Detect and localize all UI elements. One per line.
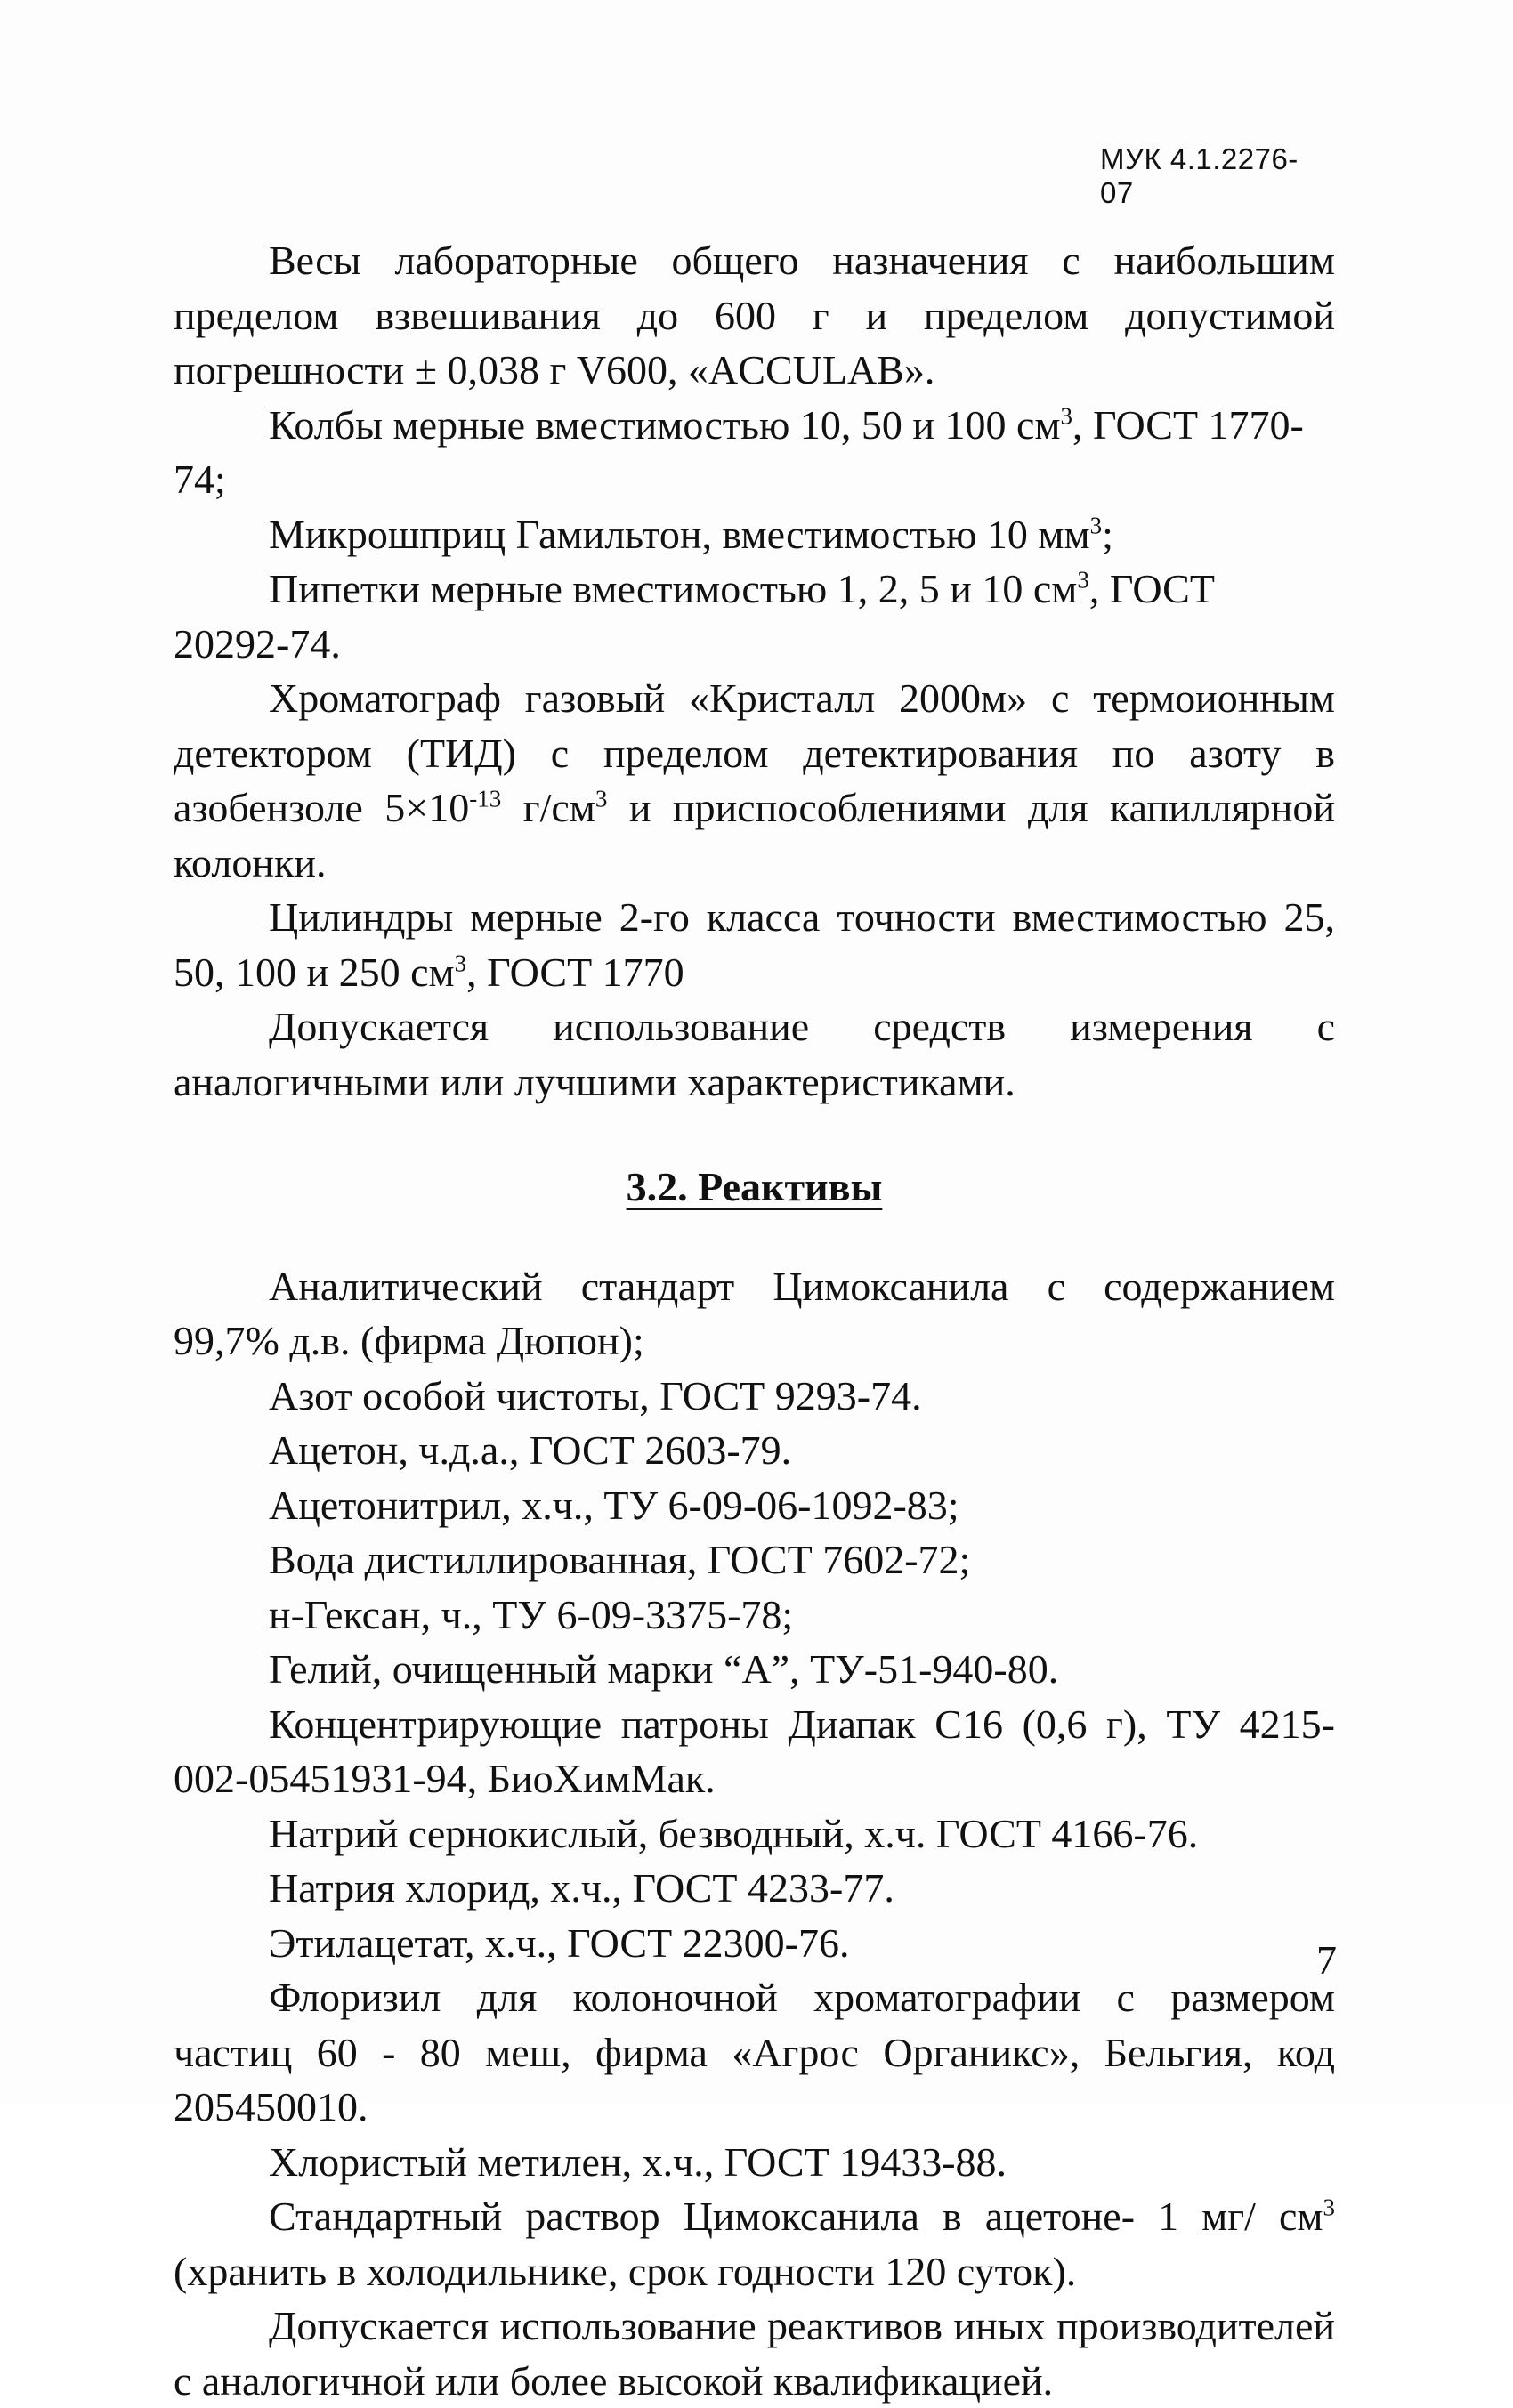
- reagent-item: Концентрирующие патроны Диапак С16 (0,6 г), ТУ 4215-002-05451931-94, БиоХимМак.: [174, 1701, 1335, 1801]
- paragraph-reagents-note: Допускается использование реактивов иных производителей с аналогичной или более высокой квалификацией.: [174, 2303, 1335, 2404]
- reagent-item: Натрий сернокислый, безводный, х.ч. ГОСТ 4166-76.: [269, 1810, 1199, 1856]
- section-heading-reagents: 3.2. Реактивы: [626, 1164, 883, 1209]
- paragraph-pipettes: Пипетки мерные вместимостью 1, 2, 5 и 10 $см^3$, ГОСТ 20292-74.: [174, 566, 1215, 667]
- document-code-header: МУК 4.1.2276-07: [1100, 142, 1299, 209]
- paragraph-scales: Весы лабораторные общего назначения с наибольшим пределом взвешивания до 600 г и пределом допустимой погрешности ± 0,038 г V600, «ACCULAB».: [174, 238, 1335, 392]
- paragraph-cylinders: Цилиндры мерные 2-го класса точности вместимостью 25, 50, 100 и 250 $см^3$, ГОСТ 1770: [174, 894, 1335, 995]
- reagent-item: Флоризил для колоночной хроматографии с размером частиц 60 - 80 меш, фирма «Агрос Органикс», Бельгия, код 205450010.: [174, 1975, 1335, 2129]
- paragraph-microsyringe: Микрошприц Гамильтон, вместимостью 10 $мм^3$;: [269, 511, 1113, 557]
- page-number: 7: [1316, 1937, 1337, 1983]
- paragraph-standard-solution: Стандартный раствор Цимоксанила в ацетоне- 1 мг/ $см^3$ (хранить в холодильнике, срок годности 120 суток).: [174, 2194, 1335, 2294]
- reagent-item: Хлористый метилен, х.ч., ГОСТ 19433-88.: [269, 2138, 1007, 2185]
- reagent-item: Натрия хлорид, х.ч., ГОСТ 4233-77.: [269, 1865, 894, 1911]
- reagent-item: Вода дистиллированная, ГОСТ 7602-72;: [269, 1537, 971, 1582]
- document-body: [174, 233, 1335, 2408]
- reagent-item: Азот особой чистоты, ГОСТ 9293-74.: [269, 1372, 922, 1418]
- reagent-item: Гелий, очищенный марки “А”, ТУ-51-940-80.: [269, 1646, 1059, 1692]
- reagent-item: Ацетонитрил, х.ч., ТУ 6-09-06-1092-83;: [269, 1482, 959, 1528]
- paragraph-flasks: Колбы мерные вместимостью 10, 50 и 100 $см^3$, ГОСТ 1770-74;: [174, 401, 1304, 502]
- paragraph-chromatograph: Хроматограф газовый «Кристалл 2000м» с термоионным детектором (ТИД) с пределом детектирования по азоту в азобензоле $5\times 10^{-13}$ $г/см^3$ и приспособлениями для капиллярной колонки.: [174, 675, 1335, 885]
- reagent-item: н-Гексан, ч., ТУ 6-09-3375-78;: [269, 1591, 794, 1637]
- reagent-item: Ацетон, ч.д.а., ГОСТ 2603-79.: [269, 1427, 792, 1473]
- reagent-item: Аналитический стандарт Цимоксанила с содержанием 99,7% д.в. (фирма Дюпон);: [174, 1263, 1335, 1363]
- paragraph-equipment-note: Допускается использование средств измерения с аналогичными или лучшими характеристиками.: [174, 1004, 1335, 1104]
- reagent-item: Этилацетат, х.ч., ГОСТ 22300-76.: [269, 1919, 850, 1966]
